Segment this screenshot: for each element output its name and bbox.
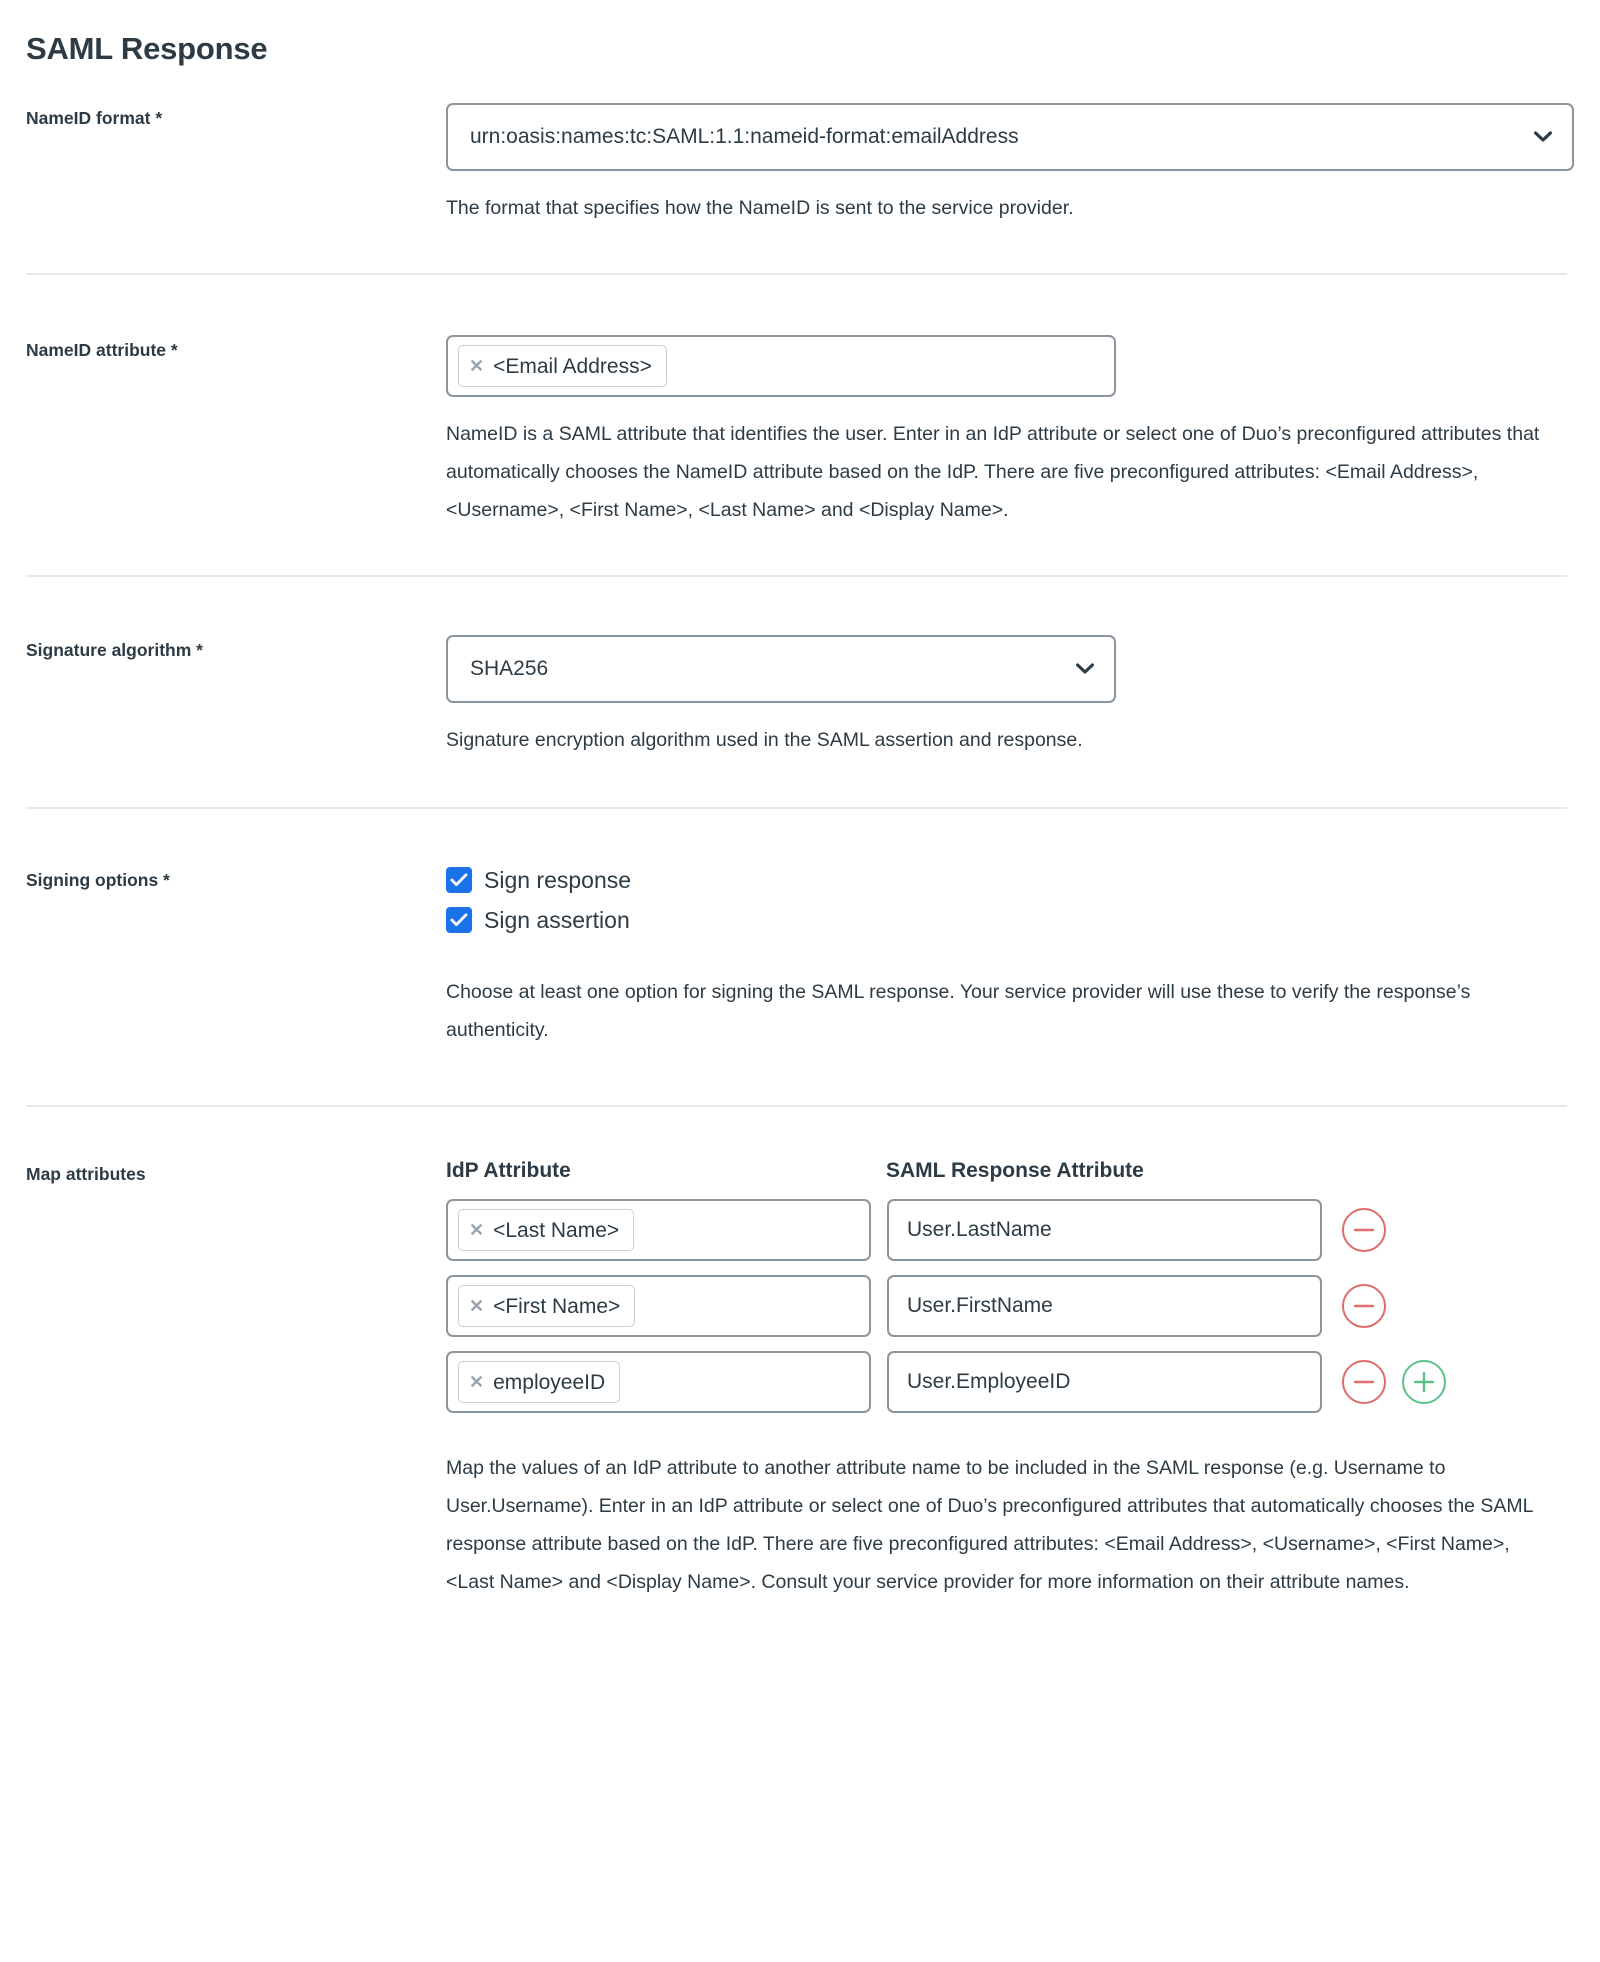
checkbox-sign-response[interactable]	[446, 867, 1574, 893]
nameid-attribute-tag-label: <Email Address>	[493, 354, 652, 378]
map-row-1-idp-tag[interactable]	[458, 1285, 635, 1327]
map-row-2-idp-tag-label: employeeID	[493, 1370, 606, 1394]
section-map-attributes	[0, 1107, 1600, 1601]
table-row	[446, 1275, 1574, 1337]
map-row-2-saml-cell	[887, 1351, 1322, 1413]
nameid-attribute-help: NameID is a SAML attribute that identifies the user. Enter in an IdP attribute or select one of Duo’s preconfigured attributes that automatically chooses the NameID attribute based on the IdP. There are five preconfigured attributes: <Email Address>, <Username>, <First Name>, <Last Name> and <Display Name>.	[446, 423, 1540, 522]
map-row-0-actions	[1322, 1208, 1402, 1252]
column-header-actions	[1326, 1159, 1574, 1183]
add-row-button[interactable]	[1402, 1360, 1446, 1404]
map-row-2-idp-cell	[446, 1351, 871, 1413]
signature-algorithm-select[interactable]	[446, 635, 1116, 703]
section-nameid-format	[0, 67, 1600, 227]
map-row-1-saml-cell	[887, 1275, 1322, 1337]
section-nameid-attribute	[0, 275, 1600, 529]
map-row-1-saml-input[interactable]: User.FirstName	[887, 1275, 1322, 1337]
signature-algorithm-label: Signature algorithm *	[26, 640, 203, 661]
signature-algorithm-select-wrap	[446, 635, 1116, 703]
signature-algorithm-help: Signature encryption algorithm used in the SAML assertion and response.	[446, 729, 1083, 752]
map-row-1-idp-input[interactable]	[446, 1275, 871, 1337]
signing-options-label: Signing options *	[26, 870, 170, 891]
table-row	[446, 1351, 1574, 1413]
nameid-format-help: The format that specifies how the NameID is sent to the service provider.	[446, 197, 1074, 220]
page-title: SAML Response	[26, 31, 268, 66]
map-attributes-help: Map the values of an IdP attribute to another attribute name to be included in the SAML response (e.g. Username to User.Username). Enter in an IdP attribute or select one of Duo’s preconfigured attributes that automatically chooses the SAML response attribute based on the IdP. There are five preconfigured attributes: <Email Address>, <Username>, <First Name>, <Last Name> and <Display Name>. Consult your service provider for more information on their attribute names.	[446, 1457, 1533, 1594]
close-icon[interactable]: ✕	[469, 1372, 485, 1393]
map-row-0-idp-cell	[446, 1199, 871, 1261]
check-icon[interactable]	[446, 907, 472, 933]
nameid-attribute-input[interactable]	[446, 335, 1116, 397]
map-row-0-idp-tag[interactable]	[458, 1209, 634, 1251]
nameid-format-select-wrap	[446, 103, 1574, 171]
map-row-2-idp-input[interactable]	[446, 1351, 871, 1413]
remove-row-button[interactable]	[1342, 1208, 1386, 1252]
map-row-2-saml-input[interactable]: User.EmployeeID	[887, 1351, 1322, 1413]
map-attributes-header-row	[446, 1159, 1574, 1183]
nameid-attribute-label: NameID attribute *	[26, 340, 178, 361]
close-icon[interactable]: ✕	[469, 356, 485, 377]
remove-row-button[interactable]	[1342, 1284, 1386, 1328]
signing-options-help: Choose at least one option for signing the SAML response. Your service provider will use these to verify the response’s authenticity.	[446, 981, 1471, 1042]
checkbox-sign-assertion[interactable]	[446, 907, 1574, 933]
nameid-attribute-tag[interactable]	[458, 345, 667, 387]
map-row-1-actions	[1322, 1284, 1402, 1328]
close-icon[interactable]: ✕	[469, 1296, 485, 1317]
map-row-1-idp-cell	[446, 1275, 871, 1337]
section-signing-options	[0, 809, 1600, 1049]
remove-row-button[interactable]	[1342, 1360, 1386, 1404]
signing-options-checkboxes	[446, 865, 1574, 933]
map-row-1-idp-tag-label: <First Name>	[493, 1294, 621, 1318]
close-icon[interactable]: ✕	[469, 1220, 485, 1241]
checkbox-sign-assertion-label: Sign assertion	[484, 906, 630, 933]
nameid-format-label: NameID format *	[26, 108, 163, 129]
check-icon[interactable]	[446, 867, 472, 893]
column-header-idp-attribute: IdP Attribute	[446, 1159, 571, 1183]
map-row-2-actions	[1322, 1360, 1462, 1404]
map-row-0-saml-input[interactable]: User.LastName	[887, 1199, 1322, 1261]
section-signature-algorithm	[0, 577, 1600, 759]
map-row-0-saml-cell	[887, 1199, 1322, 1261]
map-attributes-label: Map attributes	[26, 1164, 146, 1185]
map-row-0-idp-tag-label: <Last Name>	[493, 1218, 620, 1242]
map-row-0-idp-input[interactable]	[446, 1199, 871, 1261]
checkbox-sign-response-label: Sign response	[484, 866, 632, 893]
nameid-format-select[interactable]	[446, 103, 1574, 171]
map-row-2-idp-tag[interactable]	[458, 1361, 620, 1403]
column-header-saml-response-attribute: SAML Response Attribute	[886, 1159, 1144, 1183]
table-row	[446, 1199, 1574, 1261]
